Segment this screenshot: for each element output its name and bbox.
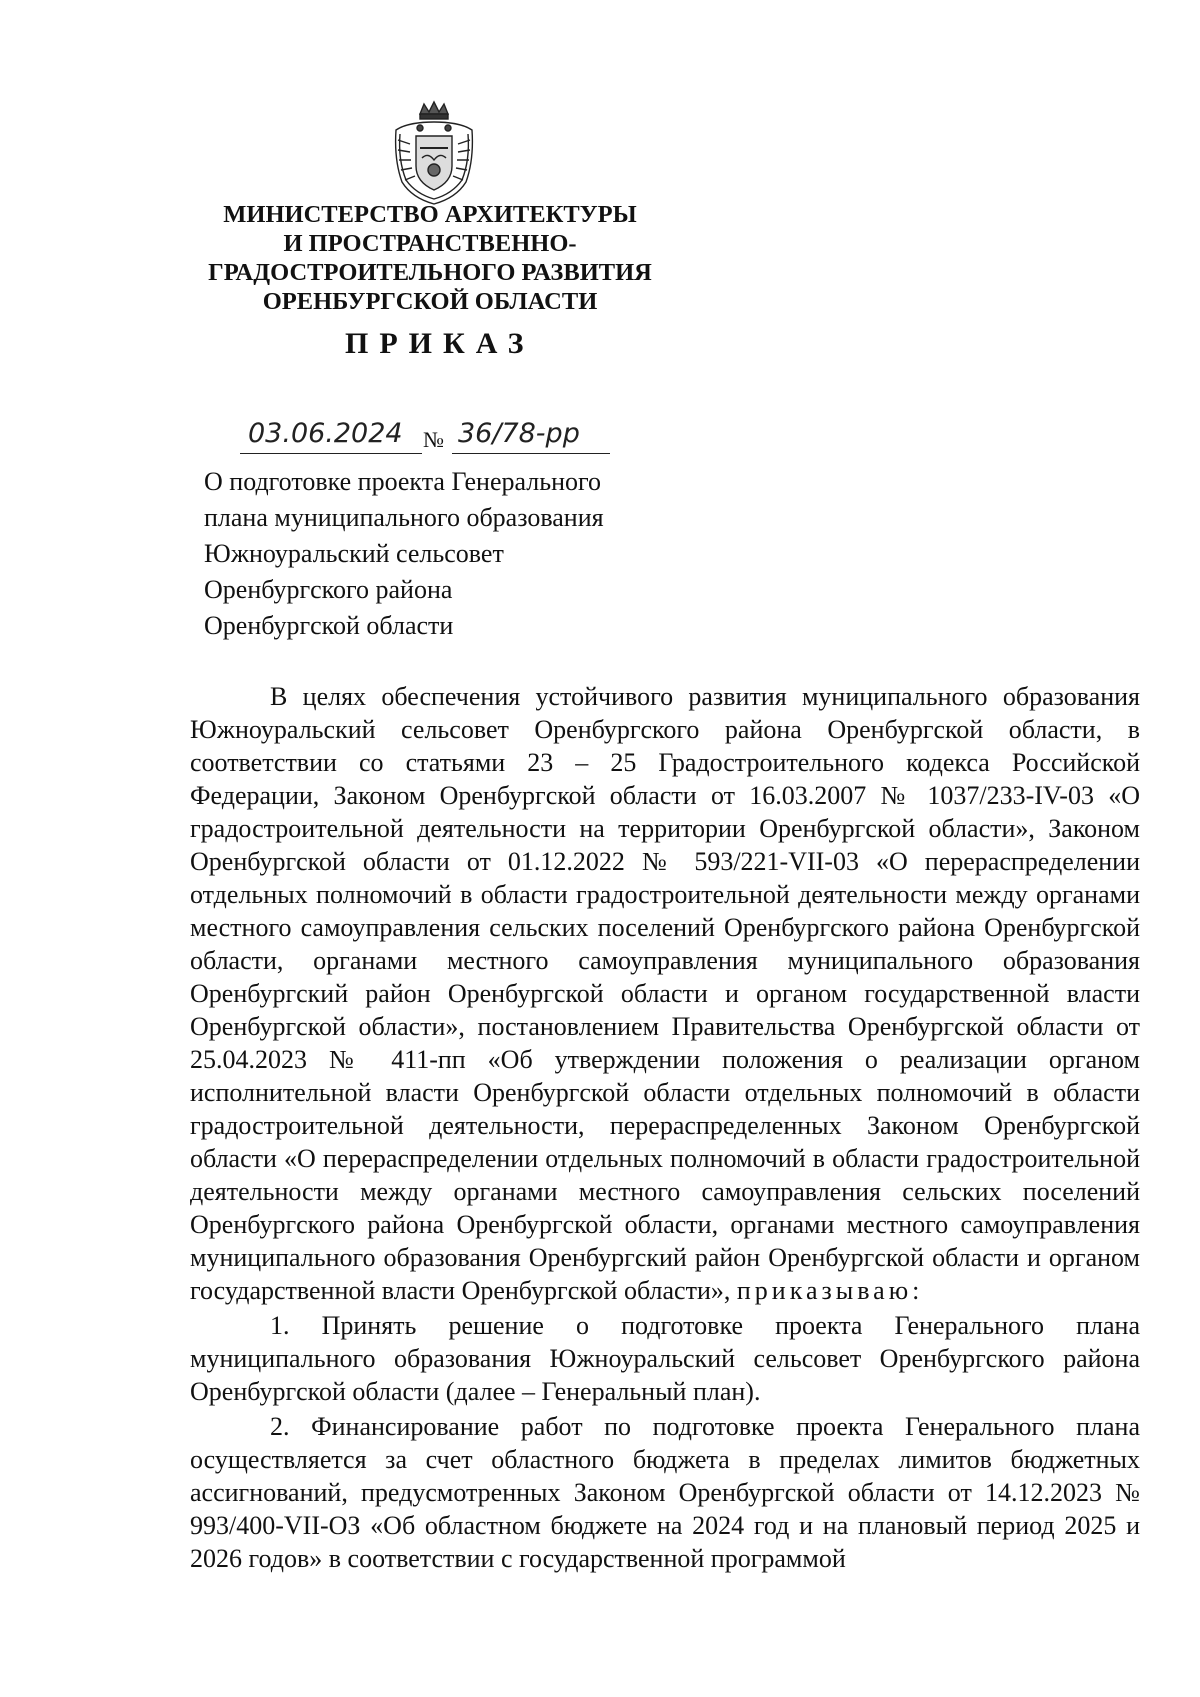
registration-number: 36/78-рр (458, 418, 580, 449)
order-subject (204, 464, 604, 644)
registration-date: 03.06.2024 (248, 418, 403, 449)
subject-line: плана муниципального образования (204, 503, 604, 532)
registration-line (240, 418, 660, 454)
ministry-line: МИНИСТЕРСТВО АРХИТЕКТУРЫ (223, 201, 637, 228)
preamble-paragraph (190, 680, 1140, 1307)
item-2-paragraph: 2. Финансирование работ по подготовке проекта Генерального плана осуществляется за счет областного бюджета в пределах лимитов бюджетных ассигнований, предусмотренных Законом Оренбургской области от 14.12.2023 № 993/400-VII-ОЗ «Об областном бюджете на 2024 год и на плановый период 2025 и 2026 годов» в соответствии с государственной программой (190, 1412, 1140, 1573)
order-word: приказываю: (736, 1276, 924, 1305)
ministry-line: И ПРОСТРАНСТВЕННО- (283, 230, 577, 257)
order-body (190, 680, 1140, 1575)
ministry-line: ОРЕНБУРГСКОЙ ОБЛАСТИ (262, 288, 598, 315)
subject-line: Оренбургской области (204, 611, 454, 640)
date-underline (240, 453, 422, 454)
subject-line: Оренбургского района (204, 575, 453, 604)
number-underline (452, 453, 610, 454)
ministry-name (160, 200, 700, 316)
subject-line: О подготовке проекта Генерального (204, 467, 602, 496)
ministry-line: ГРАДОСТРОИТЕЛЬНОГО РАЗВИТИЯ (208, 259, 652, 286)
coat-of-arms-icon (390, 100, 478, 208)
preamble-text: В целях обеспечения устойчивого развития муниципального образования Южноуральский сельсовет Оренбургского района Оренбургской области, в соответствии со статьями 23 – 25 Градостроительного кодекса Российской Федерации, Законом Оренбургской области от 16.03.2007 № 1037/233-IV-03 «О градостроительной деятельности на территории Оренбургской области», Законом Оренбургской области от 01.12.2022 № 593/221-VII-03 «О перераспределении отдельных полномочий в области градостроительной деятельности между органами местного самоуправления сельских поселений Оренбургского района Оренбургской области, органами местного самоуправления муниципального образования Оренбургский район Оренбургской области и органом государственной власти Оренбургской области», постановлением Правительства Оренбургской области от 25.04.2023 № 411-пп «Об утверждении положения о реализации органом исполнительной власти Оренбургской области отдельных полномочий в области градостроительной деятельности, перераспределенных Законом Оренбургской области «О перераспределении отдельных полномочий в области градостроительной деятельности между органами местного самоуправления сельских поселений Оренбургского района Оренбургской области, органами местного самоуправления муниципального образования Оренбургский район Оренбургской области и органом государственной власти Оренбургской области», (190, 682, 1140, 1305)
item-1-paragraph: 1. Принять решение о подготовке проекта Генерального плана муниципального образования Южноуральский сельсовет Оренбургского района Оренбургской области (далее – Генеральный план). (190, 1311, 1140, 1406)
subject-line: Южноуральский сельсовет (204, 539, 504, 568)
number-sign: № (423, 427, 444, 452)
document-type: ПРИКАЗ (345, 327, 535, 360)
